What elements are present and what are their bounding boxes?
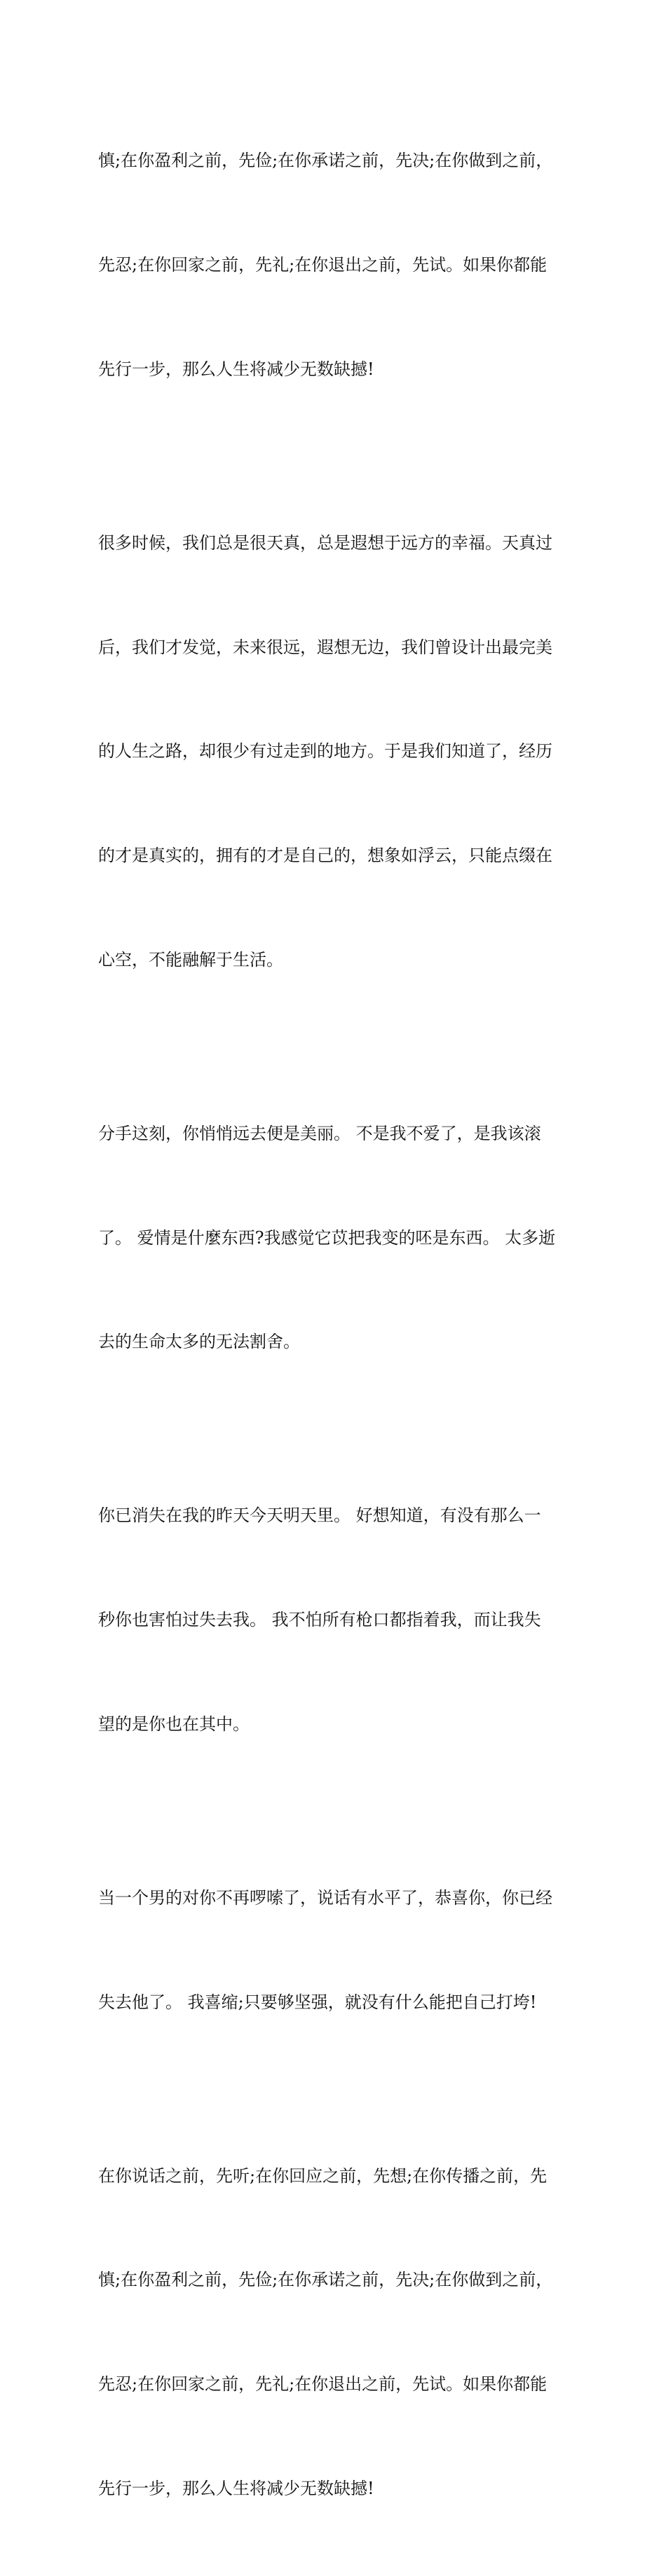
paragraph [98, 457, 575, 1047]
text-line: 秒你也害怕过失去我。 我不怕所有枪口都指着我，而让我失 [98, 1610, 541, 1630]
text-line: 你已消失在我的昨天今天明天里。 好想知道，有没有那么一 [98, 1506, 541, 1526]
text-line: 先行一步，那么人生将减少无数缺撼! [98, 359, 374, 379]
paragraph [98, 1047, 575, 1430]
paragraph [98, 1429, 575, 1812]
text-line: 先行一步，那么人生将减少无数缺撼! [98, 2478, 374, 2498]
text-line: 先忍;在你回家之前，先礼;在你退出之前，先试。如果你都能 [98, 254, 548, 275]
text-line: 先忍;在你回家之前，先礼;在你退出之前，先试。如果你都能 [98, 2374, 548, 2395]
text-line: 分手这刻，你悄悄远去便是美丽。 不是我不爱了，是我该滚 [98, 1123, 541, 1143]
text-line: 慎;在你盈利之前，先俭;在你承诺之前，先决;在你做到之前， [98, 151, 553, 171]
text-line: 失去他了。 我喜缩;只要够坚强，就没有什么能把自己打垮! [98, 1992, 537, 2012]
text-line: 了。 爱情是什麼东西?我感觉它苡把我变的呸是东西。 太多逝 [98, 1227, 556, 1248]
text-line: 去的生命太多的无法割舍。 [98, 1332, 300, 1352]
text-line: 后，我们才发觉，未来很远，遐想无边，我们曾设计出最完美 [98, 637, 552, 657]
document-body [98, 74, 575, 2576]
paragraph [98, 74, 575, 457]
text-line: 当一个男的对你不再啰嗦了，说话有水平了，恭喜你，你已经 [98, 1887, 552, 1908]
paragraph [98, 2089, 575, 2575]
text-line: 的人生之路，却很少有过走到的地方。于是我们知道了，经历 [98, 741, 552, 762]
text-line: 的才是真实的，拥有的才是自己的，想象如浮云，只能点缀在 [98, 846, 552, 866]
text-line: 在你说话之前，先听;在你回应之前，先想;在你传播之前，先 [98, 2165, 548, 2186]
text-line: 心空，不能融解于生活。 [98, 949, 283, 970]
text-line: 慎;在你盈利之前，先俭;在你承诺之前，先决;在你做到之前， [98, 2270, 553, 2290]
text-line: 望的是你也在其中。 [98, 1714, 250, 1734]
paragraph [98, 1812, 575, 2090]
text-line: 很多时候，我们总是很天真，总是遐想于远方的幸福。天真过 [98, 532, 552, 553]
